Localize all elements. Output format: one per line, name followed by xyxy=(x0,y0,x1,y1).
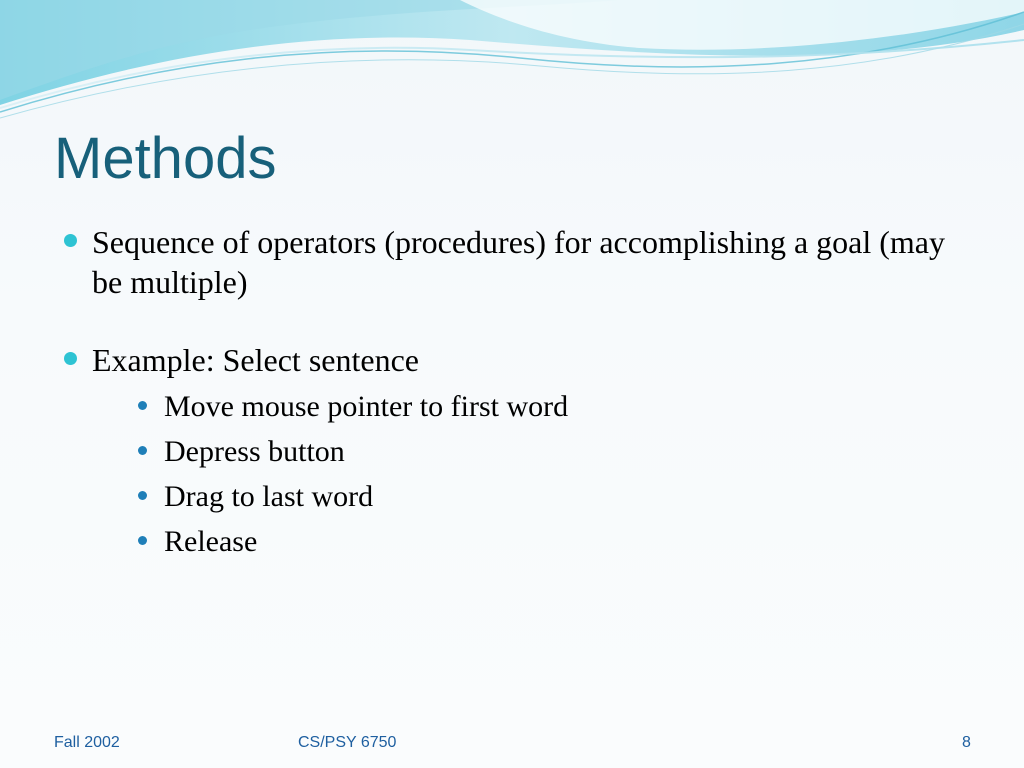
bullet-dot-icon xyxy=(64,352,77,365)
bullet-dot-icon xyxy=(64,234,77,247)
bullet-text: Sequence of operators (procedures) for accomplishing a goal (may be multiple) xyxy=(92,224,945,300)
footer-page-number: 8 xyxy=(962,734,971,751)
sub-bullet-item xyxy=(92,384,962,429)
sub-bullet-text: Release xyxy=(164,525,258,558)
bullet-text: Example: Select sentence xyxy=(92,342,419,378)
sub-bullet-text: Drag to last word xyxy=(164,480,374,513)
sub-bullet-list xyxy=(92,384,962,564)
slide-content xyxy=(62,222,962,564)
footer-course: CS/PSY 6750 xyxy=(298,734,397,751)
sub-bullet-dot-icon xyxy=(138,401,147,410)
bullet-item xyxy=(62,222,962,302)
sub-bullet-item xyxy=(92,474,962,519)
sub-bullet-dot-icon xyxy=(138,536,147,545)
sub-bullet-text: Depress button xyxy=(164,435,345,468)
bullet-list xyxy=(62,222,962,564)
bullet-item xyxy=(62,340,962,564)
sub-bullet-item xyxy=(92,429,962,474)
sub-bullet-dot-icon xyxy=(138,491,147,500)
header-wave-decoration xyxy=(0,0,1024,130)
slide-title: Methods xyxy=(54,126,277,191)
sub-bullet-item xyxy=(92,519,962,564)
footer-date: Fall 2002 xyxy=(54,734,120,751)
sub-bullet-text: Move mouse pointer to first word xyxy=(164,390,569,423)
sub-bullet-dot-icon xyxy=(138,446,147,455)
